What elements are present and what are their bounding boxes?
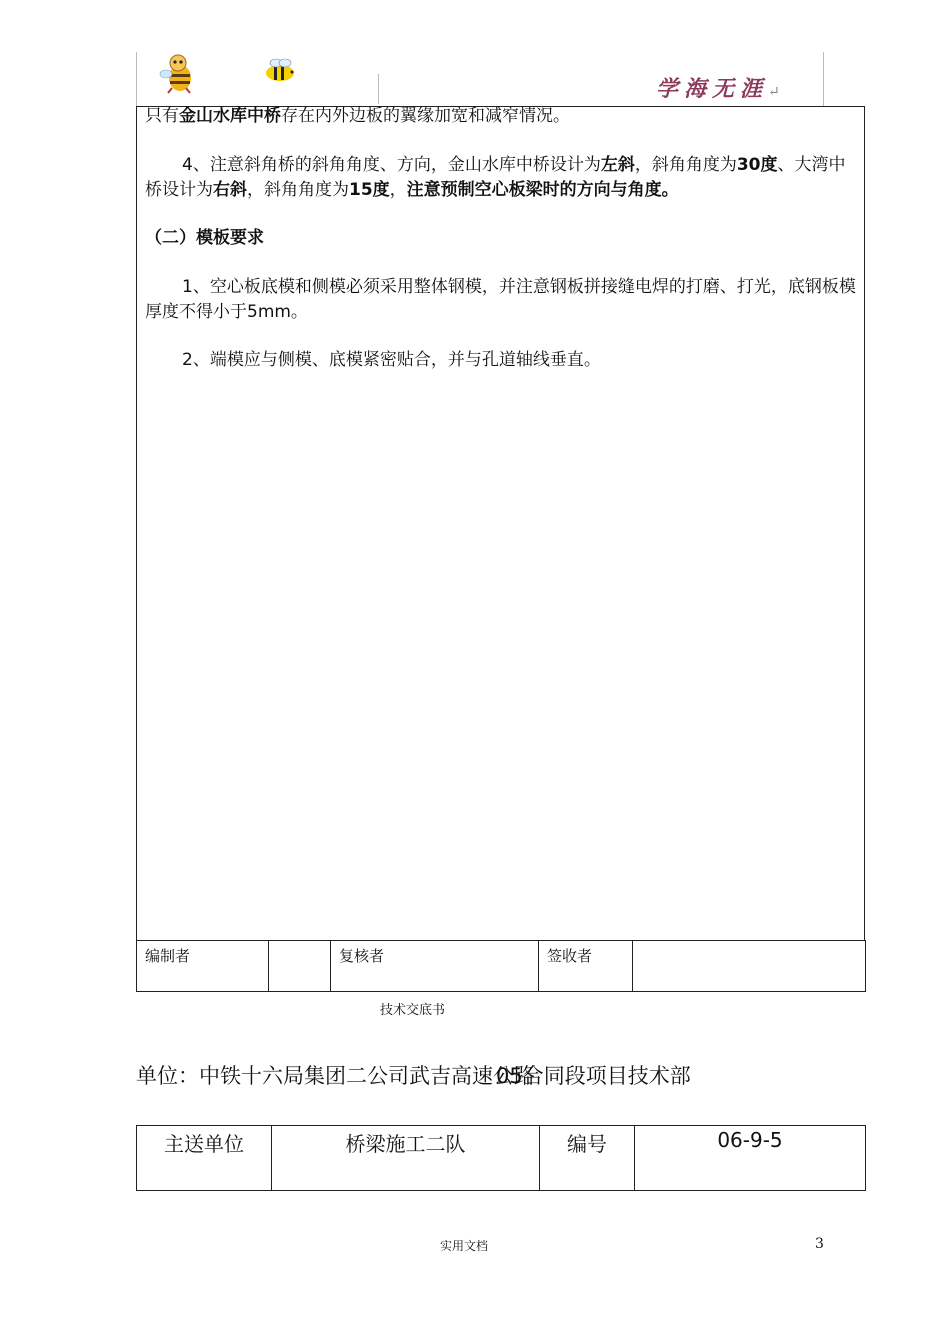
p2-f: 右斜 xyxy=(213,180,247,200)
receiver-label: 签收者 xyxy=(539,941,633,992)
compiler-value xyxy=(269,941,331,992)
paragraph-flange xyxy=(145,104,860,129)
paragraph-skew-angle xyxy=(145,153,860,203)
header-divider-right xyxy=(823,52,824,106)
p2-j: 注意预制空心板梁时的方向与角度。 xyxy=(406,180,679,200)
header-divider-middle xyxy=(378,74,379,104)
p1-post: 存在内外边板的翼缘加宽和减窄情况。 xyxy=(281,106,570,126)
reviewer-label: 复核者 xyxy=(331,941,539,992)
motto-text xyxy=(656,72,780,103)
number-label: 编号 xyxy=(540,1126,635,1191)
p2-b: 左斜 xyxy=(600,155,635,175)
sender-value: 桥梁施工二队 xyxy=(272,1126,540,1191)
paragraph-end-form: 2、端模应与侧模、底模紧密贴合，并与孔道轴线垂直。 xyxy=(182,350,601,370)
motto-label: 学海无涯 xyxy=(656,76,769,102)
p2-h: 15度 xyxy=(349,180,390,200)
info-table xyxy=(136,1125,866,1191)
p2-c: ，斜角角度为 xyxy=(634,155,737,175)
p2-a: 4、注意斜角桥的斜角角度、方向，金山水库中桥设计为 xyxy=(182,155,601,175)
p2-d: 30度 xyxy=(736,155,778,175)
bee-mascot-icon xyxy=(158,52,200,94)
unit-overlap-text: 05合同段项目技术部 xyxy=(496,1064,691,1088)
paragraph-formwork: 1、空心板底模和侧模必须采用整体钢模，并注意钢板拼接缝电焊的打磨、打光，底钢板模厚度不得小于5mm。 xyxy=(145,277,856,322)
header-divider-left xyxy=(136,52,137,106)
p2-i: ， xyxy=(389,180,407,200)
return-mark: ↵ xyxy=(768,84,780,100)
unit-text: 单位：中铁十六局集团二公司武吉高速公路 xyxy=(136,1064,535,1088)
p1-pre: 只有 xyxy=(145,106,179,126)
bee-small-icon xyxy=(262,58,298,84)
p2-e: 、大湾中桥设计为 xyxy=(145,155,846,200)
signature-table xyxy=(136,940,866,992)
page-number: 3 xyxy=(815,1236,824,1252)
p2-g: ，斜角角度为 xyxy=(247,180,349,200)
unit-line xyxy=(136,1060,691,1090)
sender-label: 主送单位 xyxy=(137,1126,272,1191)
document-caption: 技术交底书 xyxy=(380,1003,446,1018)
number-value: 06-9-5 xyxy=(635,1126,866,1191)
receiver-value xyxy=(633,941,866,992)
section-title: （二）模板要求 xyxy=(145,228,264,248)
footer-text: 实用文档 xyxy=(440,1239,489,1253)
compiler-label: 编制者 xyxy=(137,941,269,992)
p1-bold: 金山水库中桥 xyxy=(179,106,281,126)
